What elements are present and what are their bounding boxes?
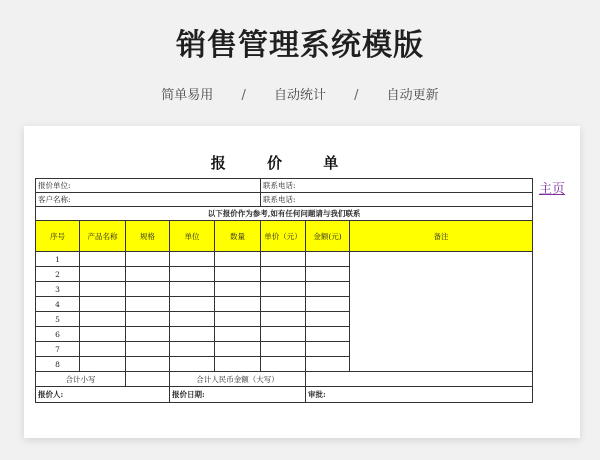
- unit-price-cell[interactable]: [261, 342, 306, 357]
- col-header-unit: 单位: [170, 221, 215, 252]
- separator: /: [354, 88, 359, 103]
- col-header-spec: 规格: [126, 221, 170, 252]
- row-index: 7: [36, 342, 80, 357]
- subtotal-label: 合计小写: [36, 372, 126, 387]
- row-index: 8: [36, 357, 80, 372]
- product-cell[interactable]: [80, 297, 126, 312]
- col-header-unit-price: 单价（元）: [261, 221, 306, 252]
- amount-cell[interactable]: [306, 342, 350, 357]
- unit-cell[interactable]: [170, 342, 215, 357]
- product-cell[interactable]: [80, 312, 126, 327]
- rmb-amount-value-cell[interactable]: [306, 372, 533, 387]
- quantity-cell[interactable]: [215, 342, 261, 357]
- quantity-cell[interactable]: [215, 327, 261, 342]
- row-index: 2: [36, 267, 80, 282]
- row-index: 3: [36, 282, 80, 297]
- unit-price-cell[interactable]: [261, 267, 306, 282]
- col-header-quantity: 数量: [215, 221, 261, 252]
- amount-cell[interactable]: [306, 327, 350, 342]
- approval-cell[interactable]: 审批:: [306, 387, 533, 403]
- notice-text: 以下报价作为参考,如有任何问题请与我们联系: [36, 207, 533, 221]
- notice-row: [36, 207, 533, 221]
- unit-cell[interactable]: [170, 297, 215, 312]
- amount-cell[interactable]: [306, 282, 350, 297]
- quoter-unit-cell[interactable]: 报价单位:: [36, 179, 261, 193]
- info-row: [36, 179, 533, 193]
- signature-row: [36, 387, 533, 403]
- unit-price-cell[interactable]: [261, 312, 306, 327]
- product-cell[interactable]: [80, 252, 126, 267]
- spec-cell[interactable]: [126, 312, 170, 327]
- col-header-index: 序号: [36, 221, 80, 252]
- unit-price-cell[interactable]: [261, 357, 306, 372]
- amount-cell[interactable]: [306, 267, 350, 282]
- product-cell[interactable]: [80, 342, 126, 357]
- separator: /: [241, 88, 246, 103]
- col-header-amount: 金额(元): [306, 221, 350, 252]
- col-header-product: 产品名称: [80, 221, 126, 252]
- feature-easy: 简单易用: [161, 88, 214, 103]
- row-index: 1: [36, 252, 80, 267]
- feature-auto-update: 自动更新: [386, 88, 439, 103]
- header-row: [36, 221, 533, 252]
- quantity-cell[interactable]: [215, 267, 261, 282]
- product-cell[interactable]: [80, 282, 126, 297]
- totals-row: [36, 372, 533, 387]
- unit-price-cell[interactable]: [261, 297, 306, 312]
- unit-cell[interactable]: [170, 267, 215, 282]
- spec-cell[interactable]: [126, 297, 170, 312]
- spec-cell[interactable]: [126, 357, 170, 372]
- spec-cell[interactable]: [126, 267, 170, 282]
- quantity-cell[interactable]: [215, 297, 261, 312]
- quote-table: [35, 178, 532, 403]
- remarks-cell[interactable]: [350, 252, 533, 372]
- customer-phone-cell[interactable]: 联系电话:: [261, 193, 533, 207]
- product-cell[interactable]: [80, 327, 126, 342]
- row-index: 6: [36, 327, 80, 342]
- quantity-cell[interactable]: [215, 357, 261, 372]
- quantity-cell[interactable]: [215, 312, 261, 327]
- spec-cell[interactable]: [126, 327, 170, 342]
- amount-cell[interactable]: [306, 357, 350, 372]
- customer-name-cell[interactable]: 客户名称:: [36, 193, 261, 207]
- unit-cell[interactable]: [170, 357, 215, 372]
- unit-cell[interactable]: [170, 282, 215, 297]
- row-index: 5: [36, 312, 80, 327]
- col-header-remarks: 备注: [350, 221, 533, 252]
- product-cell[interactable]: [80, 267, 126, 282]
- unit-cell[interactable]: [170, 252, 215, 267]
- row-index: 4: [36, 297, 80, 312]
- table-row: [36, 252, 533, 267]
- spec-cell[interactable]: [126, 282, 170, 297]
- amount-cell[interactable]: [306, 312, 350, 327]
- unit-price-cell[interactable]: [261, 252, 306, 267]
- amount-cell[interactable]: [306, 252, 350, 267]
- page-title: 销售管理系统模版: [176, 28, 424, 63]
- unit-price-cell[interactable]: [261, 282, 306, 297]
- amount-cell[interactable]: [306, 297, 350, 312]
- unit-cell[interactable]: [170, 312, 215, 327]
- spec-cell[interactable]: [126, 342, 170, 357]
- subtotal-value-cell[interactable]: [126, 372, 170, 387]
- rmb-amount-label: 合计人民币金额（大写）: [170, 372, 306, 387]
- quoter-cell[interactable]: 报价人:: [36, 387, 170, 403]
- home-link[interactable]: 主页: [539, 182, 566, 197]
- phone-cell[interactable]: 联系电话:: [261, 179, 533, 193]
- feature-auto-stats: 自动统计: [273, 88, 326, 103]
- quote-date-cell[interactable]: 报价日期:: [170, 387, 306, 403]
- quantity-cell[interactable]: [215, 282, 261, 297]
- unit-cell[interactable]: [170, 327, 215, 342]
- quantity-cell[interactable]: [215, 252, 261, 267]
- feature-tagline: [0, 84, 600, 103]
- quote-title: 报 价 单: [210, 154, 357, 172]
- unit-price-cell[interactable]: [261, 327, 306, 342]
- spec-cell[interactable]: [126, 252, 170, 267]
- info-row: [36, 193, 533, 207]
- product-cell[interactable]: [80, 357, 126, 372]
